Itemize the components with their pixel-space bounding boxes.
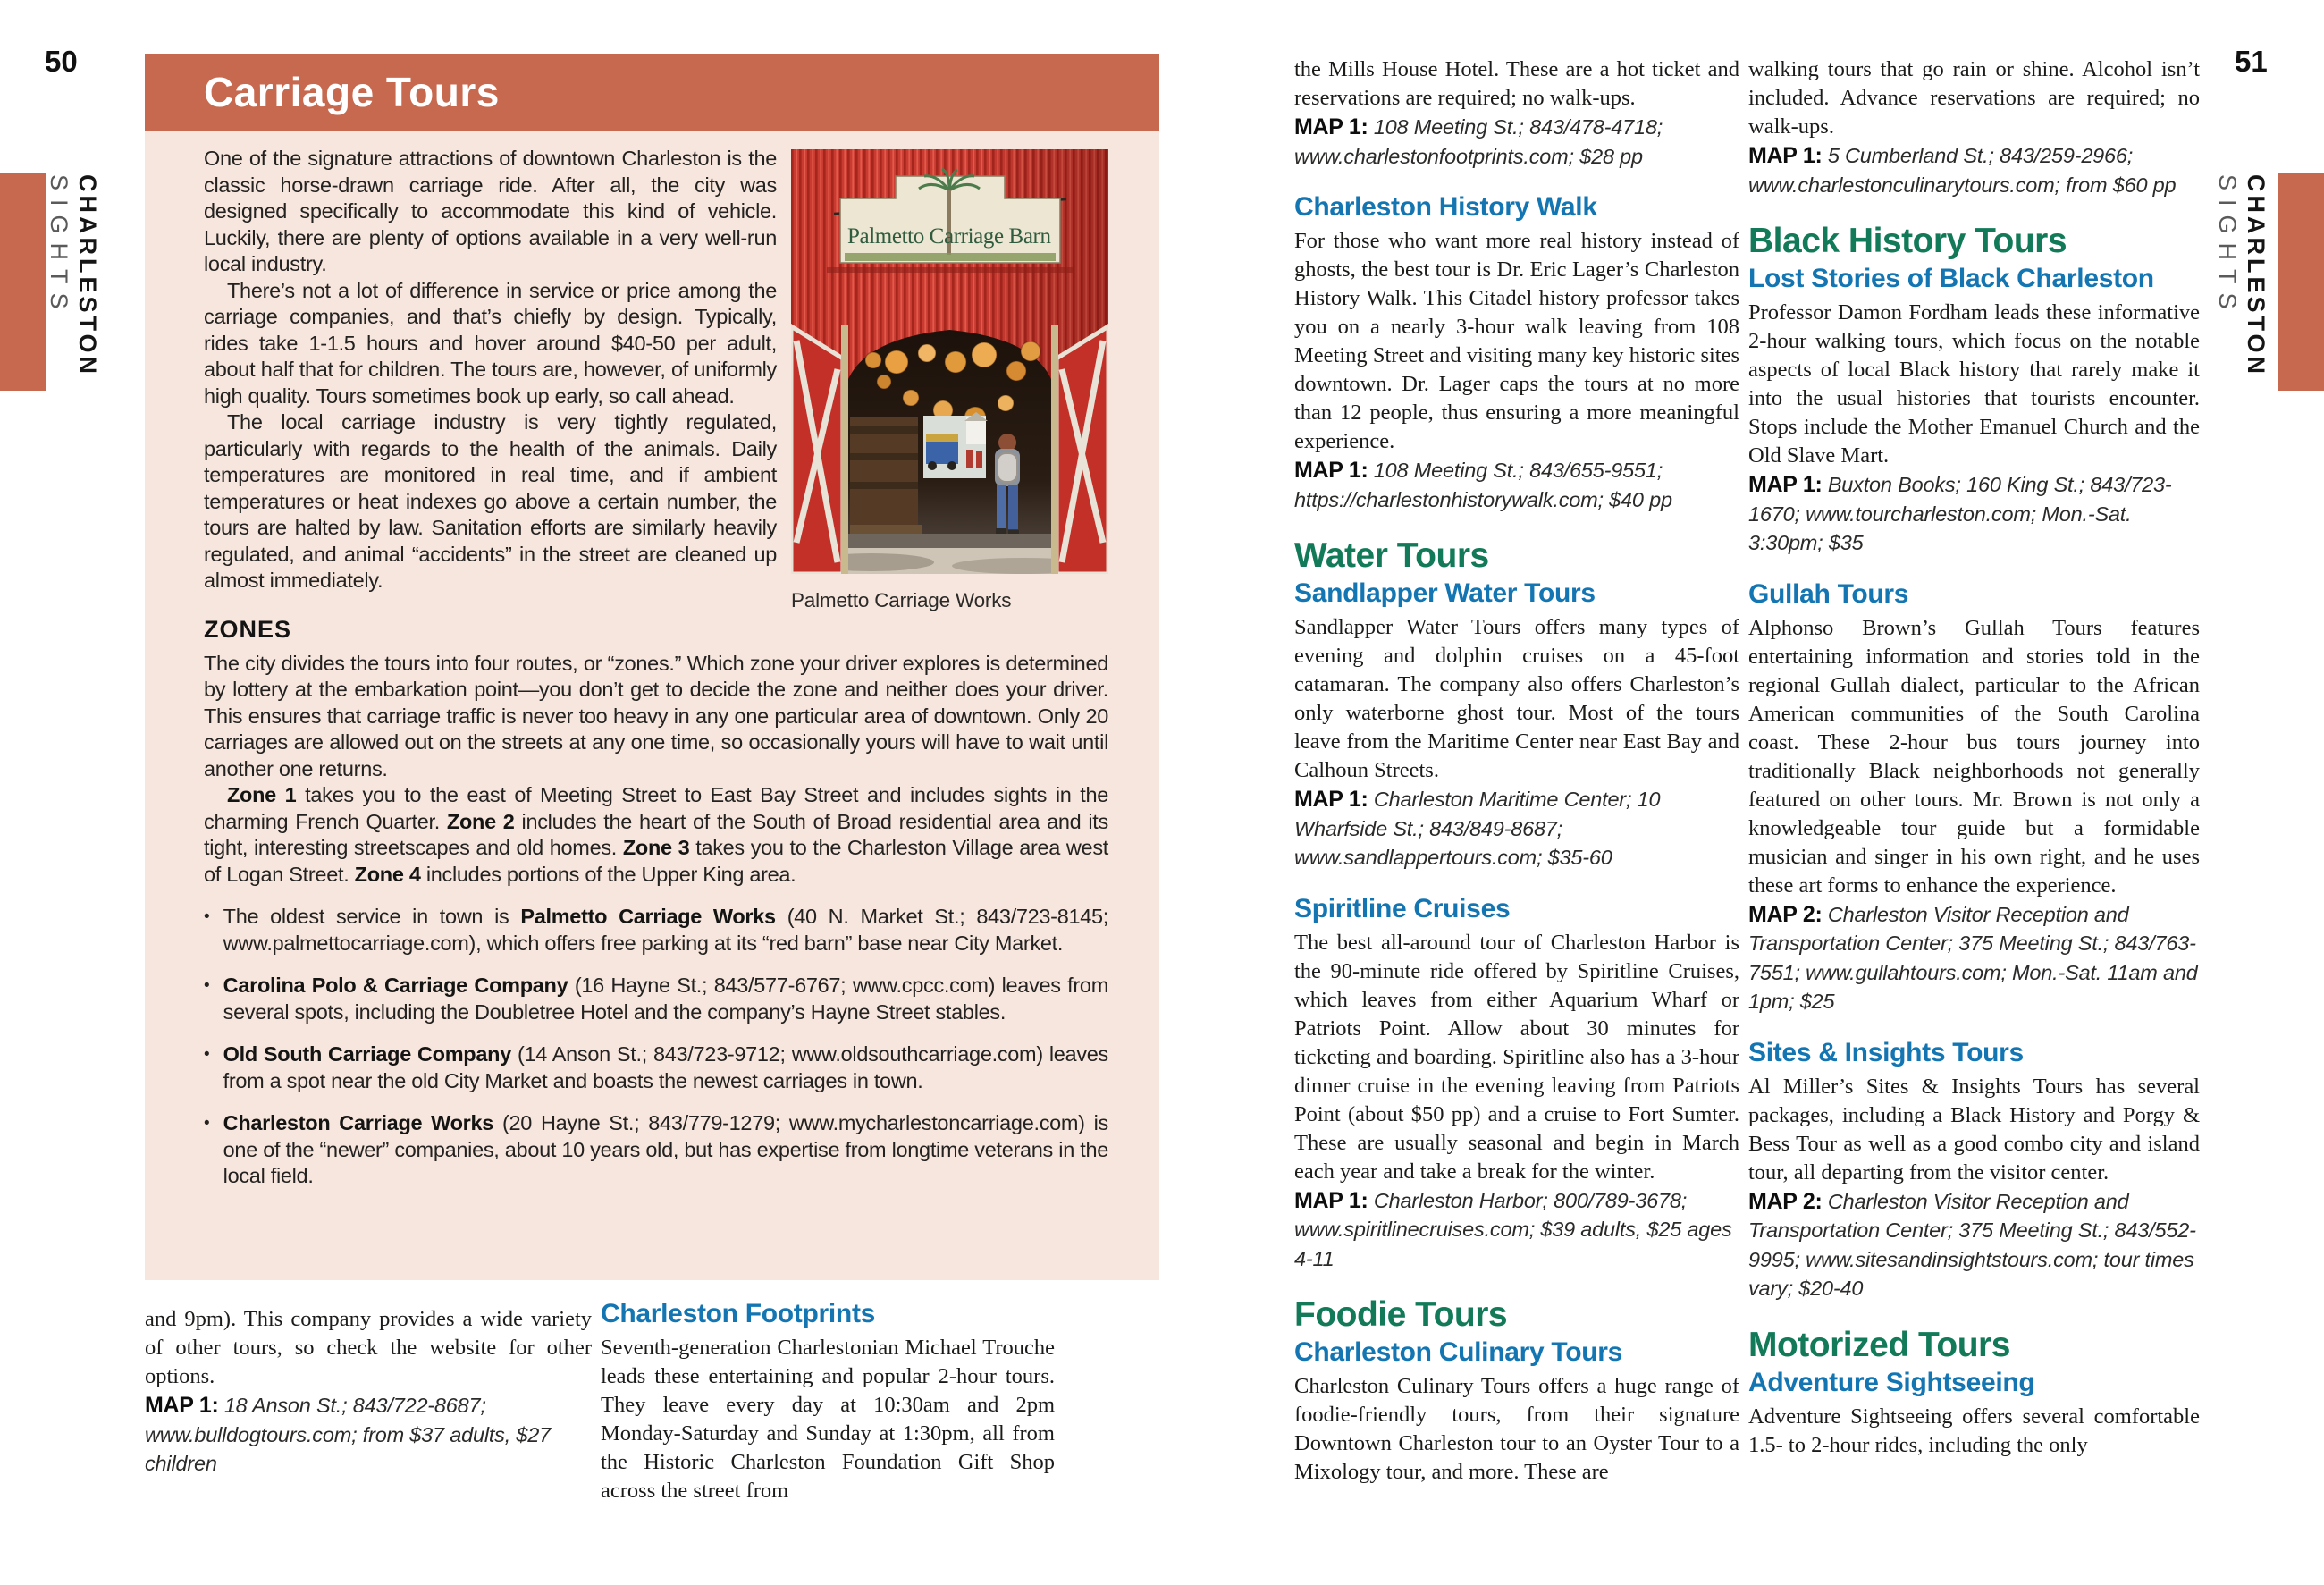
- body-paragraph: Seventh-generation Charlestonian Michael Trouche leads these entertaining and popular 2-hour tours. They leave every day at 10:30am and 2pm Monday-Saturday and Sunday at 1:30pm, all from the Historic Charleston Foundation Gift Shop across the street from: [601, 1336, 1055, 1503]
- bullet-icon: •: [204, 976, 210, 995]
- entry-heading: Charleston Culinary Tours: [1294, 1337, 1623, 1367]
- section-label-right: SIGHTS: [2214, 174, 2241, 318]
- map-reference: [1294, 458, 1739, 517]
- map-label: MAP 1:: [1748, 143, 1823, 168]
- entry-heading: Sandlapper Water Tours: [1294, 578, 1596, 608]
- entry-heading: Spiritline Cruises: [1294, 893, 1511, 923]
- body-paragraph: For those who want more real history instead of ghosts, the best tour is Dr. Eric Lager’s Charleston History Walk. This Citadel history professor takes you on a nearly 3-hour walk leaving from 108 Meeting Street and visiting many key historic sites downtown. Dr. Lager caps the tours at no more than 12 people, thus ensuring a more meaningful experience.: [1294, 229, 1739, 453]
- map-label: MAP 1:: [1294, 458, 1368, 483]
- map-reference: [1748, 143, 2200, 202]
- page-number-left: 50: [45, 45, 78, 78]
- left-barn-door: [791, 326, 843, 574]
- map-detail: Buxton Books; 160 King St.; 843/723-1670; www.tourcharleston.com; Mon.-Sat. 3:30pm; $35: [1748, 473, 2172, 554]
- entry-heading: Gullah Tours: [1748, 578, 1909, 609]
- zones-text: [204, 651, 1108, 889]
- map-detail: 108 Meeting St.; 843/655-9551; https://charlestonhistorywalk.com; $40 pp: [1294, 459, 1672, 511]
- palmetto-carriage-barn-photo: [791, 149, 1108, 612]
- intro-paragraph: There’s not a lot of difference in service or price among the carriage companies, and that’s chiefly by design. Typically, rides take 1-1.5 hours and hover around $40-50 per adult, about half that for children. The tours are, however, of uniformly high quality. Tours sometimes book up early, so call ahead.: [204, 278, 777, 408]
- section-heading: Motorized Tours: [1748, 1325, 2010, 1364]
- body-paragraph: Alphonso Brown’s Gullah Tours features entertaining information and stories told in the regional Gullah dialect, particular to the African American communities of the South Carolina coast. These 2-hour bus tours journey into traditionally Black neighborhoods not generally featured on other tours. Mr. Brown is not only a knowledgeable tour guide but a formidable musician and singer in his own right, and he uses these art forms to enhance the experience.: [1748, 615, 2200, 898]
- list-item-text: The oldest service in town is Palmetto Carriage Works (40 N. Market St.; 843/723-8145; www.palmettocarriage.com), which offers free parking at its “red barn” base near City Market.: [223, 905, 1109, 955]
- body-paragraph: Al Miller’s Sites & Insights Tours has several packages, including a Black History and Porgy & Bess Tour as well as a good combo city and island tour, all departing from the visitor center.: [1748, 1074, 2200, 1185]
- list-item-text: Carolina Polo & Carriage Company (16 Hayne St.; 843/577-6767; www.cpcc.com) leaves from several spots, including the Doubletree Hotel and the company’s Hayne Street stables.: [223, 974, 1108, 1024]
- map-label: MAP 1:: [145, 1393, 219, 1418]
- body-paragraph: the Mills House Hotel. These are a hot ticket and reservations are required; no walk-ups.: [1294, 57, 1739, 110]
- body-paragraph: walking tours that go rain or shine. Alcohol isn’t included. Advance reservations are required; no walk-ups.: [1748, 57, 2200, 139]
- map-label: MAP 1:: [1294, 114, 1368, 139]
- map-detail: Charleston Visitor Reception and Transportation Center; 375 Meeting St.; 843/763-7551; www.gullahtours.com; Mon.-Sat. 11am and 1pm; $25: [1748, 902, 2198, 1013]
- bold-text: Palmetto Carriage Works: [520, 905, 776, 928]
- photo-caption: Palmetto Carriage Works: [791, 589, 1012, 611]
- body-paragraph: and 9pm). This company provides a wide variety of other tours, so check the website for other options.: [145, 1307, 592, 1388]
- bold-text: Zone 4: [354, 862, 421, 886]
- zones-paragraph: The city divides the tours into four routes, or “zones.” Which zone your driver explores is determined by lottery at the embarkation point—you don’t get to decide the zone and neither does your driver. This ensures that carriage traffic is never too heavy in any one particular area of downtown. Only 20 carriages are allowed out on the streets at any one time, so occasionally yours will have to wait until another one returns.: [204, 651, 1108, 780]
- chapter-label-right: CHARLESTON: [2243, 174, 2269, 378]
- chapter-tab-right: [2278, 173, 2324, 391]
- barn-photo-illustration: [791, 149, 1108, 574]
- body-paragraph: The best all-around tour of Charleston Harbor is the 90-minute ride offered by Spiritline Cruises, which leaves from either Aquarium Wharf or Patriots Point. Allow about 30 minutes for ticketing and boarding. Spiritline also has a 3-hour dinner cruise in the evening leaving from Patriots Point (about $50 pp) and a cruise to Fort Sumter. These are usually seasonal and begin in March each year and take a break for the winter.: [1294, 930, 1739, 1184]
- chapter-tab-left: [0, 173, 46, 391]
- zones-paragraph: Zone 1 takes you to the east of Meeting Street to East Bay Street and includes sights in the charming French Quarter. Zone 2 includes the heart of the South of Broad residential area and its tight, interesting streetscapes and old homes. Zone 3 takes you to the Charleston Village area west of Logan Street. Zone 4 includes portions of the Upper King area.: [204, 783, 1108, 886]
- list-item-text: Charleston Carriage Works (20 Hayne St.; 843/779-1279; www.mycharlestoncarriage.com) is one of the “newer” companies, about 10 years old, but has expertise from longtime veterans in the local field.: [223, 1111, 1108, 1187]
- wooden-stalls: [850, 417, 922, 535]
- map-reference: [1748, 472, 2200, 561]
- map-reference: [145, 1393, 592, 1481]
- section-heading: Black History Tours: [1748, 222, 2067, 260]
- map-detail: Charleston Maritime Center; 10 Wharfside St.; 843/849-8687; www.sandlappertours.com; $35-60: [1294, 788, 1661, 869]
- intro-paragraph: One of the signature attractions of downtown Charleston is the classic horse-drawn carriage ride. After all, the city was designed specifically to accommodate this kind of vehicle. Luckily, there are plenty of options available in a very well-run local industry.: [204, 147, 777, 275]
- map-detail: Charleston Harbor; 800/789-3678; www.spiritlinecruises.com; $39 adults, $25 ages 4-11: [1294, 1188, 1732, 1270]
- map-detail: Charleston Visitor Reception and Transportation Center; 375 Meeting St.; 843/552-9995; www.sitesandinsightstours.com; tour times vary; $20-40: [1748, 1189, 2196, 1300]
- carriage-company-list: [204, 904, 1108, 1190]
- map-reference: [1294, 114, 1739, 173]
- body-paragraph: Charleston Culinary Tours offers a huge range of foodie-friendly tours, from their signature Downtown Charleston tour to an Oyster Tour to a Mixology tour, and more. These are: [1294, 1374, 1739, 1484]
- body-paragraph: Adventure Sightseeing offers several comfortable 1.5- to 2-hour rides, including the only: [1748, 1404, 2200, 1457]
- list-item: [204, 973, 1108, 1025]
- right-page-column-right: [1748, 55, 2200, 1580]
- zones-heading: ZONES: [204, 615, 292, 643]
- map-reference: [1294, 787, 1739, 875]
- map-label: MAP 1:: [1748, 472, 1823, 497]
- bold-text: Charleston Carriage Works: [223, 1111, 494, 1134]
- map-label: MAP 2:: [1748, 1188, 1823, 1214]
- feature-box-content: [145, 131, 1159, 1190]
- map-label: MAP 1:: [1294, 787, 1368, 812]
- map-reference: [1748, 902, 2200, 1019]
- bold-text: Carolina Polo & Carriage Company: [223, 974, 568, 997]
- carriage-tours-feature-box: [145, 54, 1159, 1280]
- entry-heading: Sites & Insights Tours: [1748, 1037, 2024, 1067]
- entry-heading: Charleston History Walk: [1294, 192, 1597, 222]
- map-reference: [1748, 1189, 2200, 1306]
- feature-box-header-band: [145, 54, 1159, 131]
- list-item: [204, 904, 1108, 957]
- map-detail: 18 Anson St.; 843/722-8687; www.bulldogtours.com; from $37 adults, $27 children: [145, 1394, 552, 1475]
- feature-box-title: Carriage Tours: [204, 69, 500, 115]
- map-detail: 108 Meeting St.; 843/478-4718; www.charlestonfootprints.com; $28 pp: [1294, 115, 1663, 168]
- bold-text: Old South Carriage Company: [223, 1042, 511, 1066]
- right-barn-door: [1057, 326, 1108, 574]
- body-paragraph: Professor Damon Fordham leads these informative 2-hour walking tours, which focus on the notable aspects of local Black history that rarely make it into the usual histories that tourists encounter. Stops include the Mother Emanuel Church and the Old Slave Mart.: [1748, 300, 2200, 468]
- right-page-column-left: [1294, 55, 1739, 1580]
- bold-text: Zone 1: [227, 783, 297, 806]
- entry-heading: Lost Stories of Black Charleston: [1748, 264, 2154, 293]
- section-label-left: SIGHTS: [46, 174, 72, 318]
- section-heading: Foodie Tours: [1294, 1295, 1508, 1334]
- section-heading: Water Tours: [1294, 536, 1489, 575]
- list-item-text: Old South Carriage Company (14 Anson St.; 843/723-9712; www.oldsouthcarriage.com) leaves from a spot near the old City Market and boasts the newest carriages in town.: [223, 1042, 1108, 1092]
- map-detail: 5 Cumberland St.; 843/259-2966; www.charlestonculinarytours.com; from $60 pp: [1748, 144, 2177, 197]
- back-doorway-view: [923, 412, 988, 478]
- left-page-column-right: [601, 1298, 1055, 1584]
- barn-sign-text: Palmetto Carriage Barn: [847, 224, 1051, 249]
- map-label: MAP 1:: [1294, 1187, 1368, 1213]
- body-paragraph: Sandlapper Water Tours offers many types of evening and dolphin cruises on a 45-foot catamaran. The company also offers Charleston’s only waterborne ghost tour. Most of the tours leave from the Maritime Center near East Bay and Calhoun Streets.: [1294, 615, 1739, 782]
- bullet-icon: •: [204, 1114, 210, 1133]
- map-label: MAP 2:: [1748, 901, 1823, 927]
- intro-paragraph: The local carriage industry is very tightly regulated, particularly with regards to the health of the animals. Daily temperatures are monitored in real time, and if ambient temperatures or heat indexes go above a certain number, the tours are halted by law. Sanitation efforts are similarly heavily regulated, and animal “accidents” in the street are cleaned up almost immediately.: [204, 410, 777, 592]
- bullet-icon: •: [204, 1045, 210, 1064]
- list-item: [204, 1110, 1108, 1190]
- entry-heading: Charleston Footprints: [601, 1299, 876, 1328]
- entry-heading: Adventure Sightseeing: [1748, 1367, 2035, 1397]
- bold-text: Zone 3: [622, 836, 690, 859]
- chapter-label-left: CHARLESTON: [74, 174, 101, 378]
- page-number-right: 51: [2235, 45, 2268, 78]
- left-page-column-left: [145, 1305, 592, 1573]
- bullet-icon: •: [204, 907, 210, 926]
- bold-text: Zone 2: [446, 809, 515, 833]
- list-item: [204, 1041, 1108, 1094]
- map-reference: [1294, 1188, 1739, 1277]
